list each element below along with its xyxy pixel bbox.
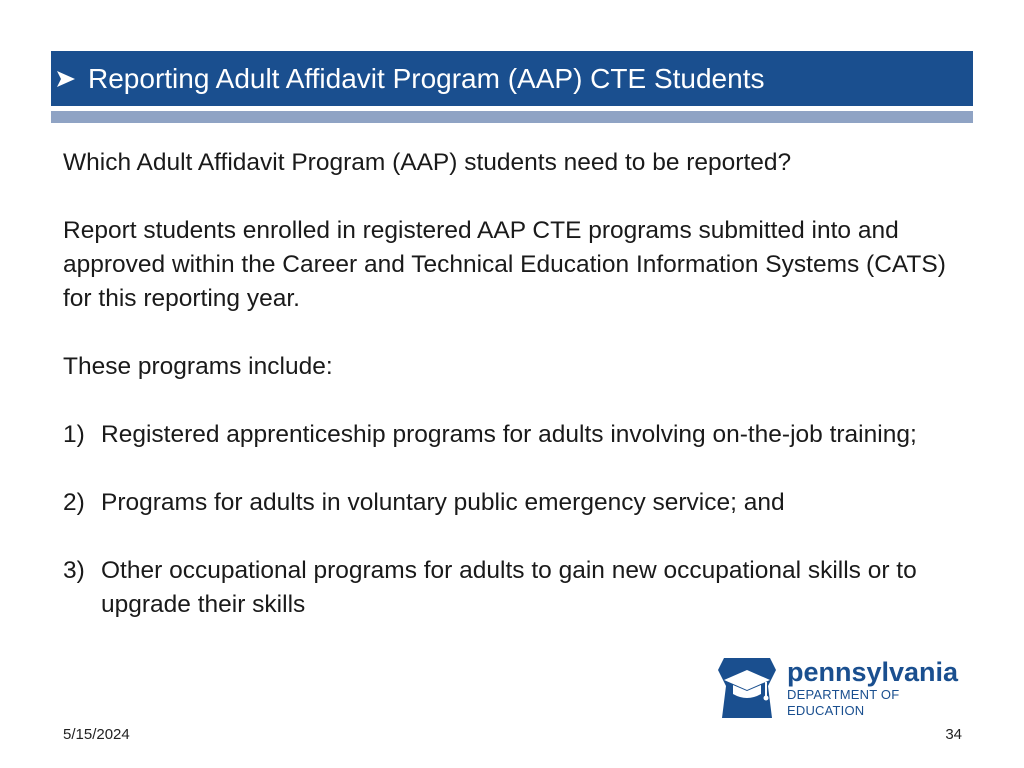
slide-title: Reporting Adult Affidavit Program (AAP) CTE Students (88, 63, 765, 94)
list-item-number: 2) (63, 489, 85, 516)
page-number: 34 (945, 726, 962, 743)
logo-department: DEPARTMENT OF EDUCATION (787, 687, 900, 718)
title-bar (51, 51, 973, 106)
intro-text: These programs include: (63, 353, 333, 380)
list-item-number: 1) (63, 421, 85, 448)
list-item (63, 486, 953, 520)
slide-content (63, 146, 953, 622)
keystone-graduation-cap-icon (716, 656, 778, 720)
logo-name: pennsylvania (787, 657, 959, 687)
list-item-text: Programs for adults in voluntary public emergency service; and (101, 489, 785, 516)
list-item-text: Other occupational programs for adults to gain new occupational skills or to upgrade their skills (101, 557, 917, 618)
list-item-number: 3) (63, 557, 85, 584)
list-item (63, 554, 953, 622)
list-item (63, 418, 953, 452)
title-underline (51, 111, 973, 123)
title-arrow-icon (51, 51, 81, 106)
pa-education-logo (716, 656, 978, 720)
answer-text: Report students enrolled in registered AAP CTE programs submitted into and approved within the Career and Technical Education Information Systems (CATS) for this reporting year. (63, 217, 946, 312)
list-item-text: Registered apprenticeship programs for adults involving on-the-job training; (101, 421, 917, 448)
footer-date: 5/15/2024 (63, 726, 130, 743)
question-text: Which Adult Affidavit Program (AAP) students need to be reported? (63, 149, 792, 176)
